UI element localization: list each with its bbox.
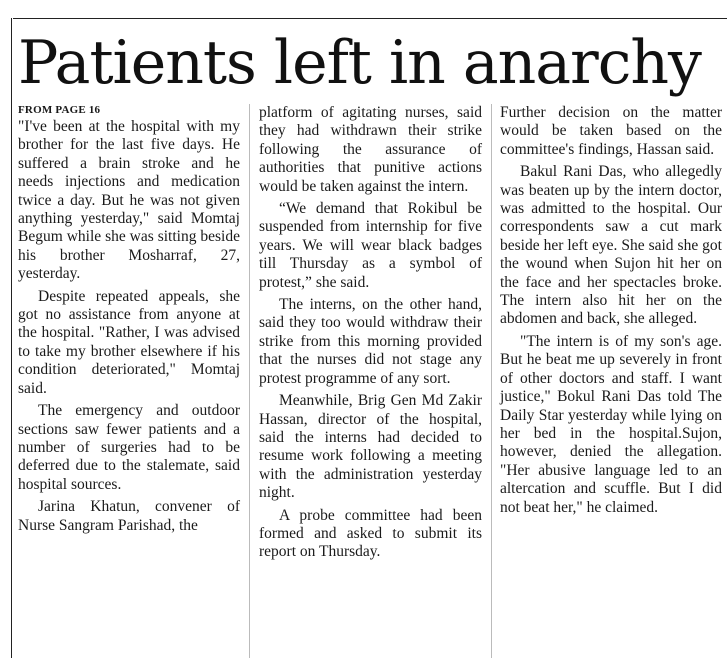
paragraph: "I've been at the hospital with my brother for the last five days. He suffered a brain stroke and he needs injections and medication twice a day. But he was not given anything yesterday," said Momtaj Begum while she was sitting beside his brother Mosharraf, 27, yesterday. xyxy=(18,118,240,283)
left-border-rule xyxy=(11,18,12,658)
column-divider xyxy=(491,104,492,658)
paragraph: The interns, on the other hand, said they too would withdraw their strike from this morning provided that the nurses did not stage any protest programme of any sort. xyxy=(259,296,482,387)
paragraph: Jarina Khatun, convener of Nurse Sangram Parishad, the xyxy=(18,498,240,534)
article-column-1 xyxy=(18,104,240,539)
article-column-3 xyxy=(500,104,722,521)
paragraph: Bakul Rani Das, who allegedly was beaten up by the intern doctor, was admitted to the hospital. Our correspondents saw a cut mark beside her left eye. She said she got the wound when Sujon hit her on the face and her spectacles broke. The intern also hit her on the abdomen and back, she alleged. xyxy=(500,163,722,328)
headline: Patients left in anarchy xyxy=(18,28,701,98)
dateline: FROM PAGE 16 xyxy=(18,104,101,116)
paragraph: A probe committee had been formed and asked to submit its report on Thursday. xyxy=(259,506,482,561)
column-divider xyxy=(249,104,250,658)
paragraph: Further decision on the matter would be taken based on the committee's findings, Hassan said. xyxy=(500,104,722,158)
top-rule xyxy=(13,18,727,19)
paragraph: Meanwhile, Brig Gen Md Zakir Hassan, director of the hospital, said the interns had decided to resume work following a meeting with the administration yesterday night. xyxy=(259,392,482,502)
paragraph: "The intern is of my son's age. But he beat me up severely in front of other doctors and staff. I want justice," Bokul Rani Das told The Daily Star yesterday while lying on her bed in the hospital.Sujon, however, denied the allegation. "Her abusive language led to an altercation and scuffle. But I did not beat her," he claimed. xyxy=(500,332,722,516)
article-column-2 xyxy=(259,104,482,566)
paragraph: The emergency and outdoor sections saw fewer patients and a number of surgeries had to be deferred due to the stalemate, said hospital sources. xyxy=(18,402,240,493)
paragraph: “We demand that Rokibul be suspended from internship for five years. We will wear black badges till Thursday as a symbol of protest,” she said. xyxy=(259,200,482,291)
paragraph: platform of agitating nurses, said they had withdrawn their strike following the assurance of authorities that punitive actions would be taken against the intern. xyxy=(259,104,482,195)
paragraph: Despite repeated appeals, she got no assistance from anyone at the hospital. "Rather, I was advised to take my brother elsewhere if his condition deteriorated," Momtaj said. xyxy=(18,287,240,397)
